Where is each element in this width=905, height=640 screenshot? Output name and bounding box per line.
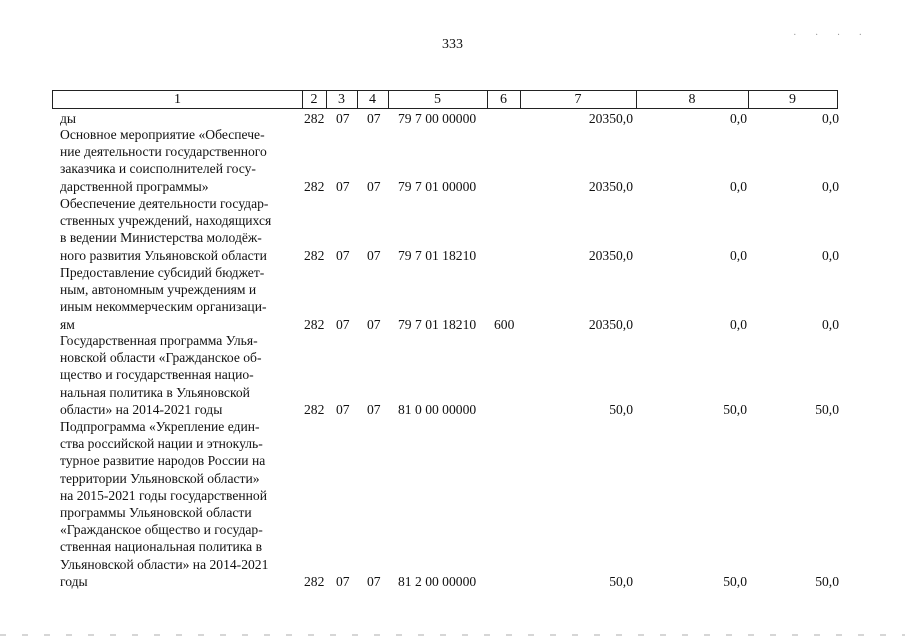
- cell-section: 07: [336, 574, 350, 589]
- header-col-1: 1: [53, 91, 303, 108]
- cell-subsection: 07: [367, 248, 381, 263]
- cell-section: 07: [336, 248, 350, 263]
- scan-artifact: · · · ·: [793, 30, 870, 41]
- row-description: ды: [60, 111, 77, 126]
- cell-target-article: 81 0 00 00000: [398, 402, 477, 417]
- cell-ministry: 282: [304, 111, 325, 126]
- cell-subsection: 07: [367, 317, 381, 332]
- cell-amount-3: 0,0: [822, 179, 839, 194]
- header-col-7: 7: [520, 91, 637, 108]
- cell-amount-2: 0,0: [730, 248, 747, 263]
- cell-amount-2: 50,0: [723, 402, 747, 417]
- cell-expense-type: 600: [494, 317, 515, 332]
- cell-target-article: 79 7 00 00000: [398, 111, 477, 126]
- header-col-8: 8: [636, 91, 749, 108]
- cell-section: 07: [336, 317, 350, 332]
- cell-ministry: 282: [304, 574, 325, 589]
- header-col-4: 4: [357, 91, 389, 108]
- cell-section: 07: [336, 111, 350, 126]
- row-description: Подпрограмма «Укрепление един- ства российской нации и этнокуль- турное развитие народов России на территории Ульяновской области» на 2015-2021 годы государственной программы Ульяновской области «Гражданское общество и государ- ственная национальная политика в Ульяновской области» на 2014-2021 годы: [60, 419, 269, 589]
- scan-artifact-line: [0, 634, 905, 636]
- header-col-6: 6: [487, 91, 521, 108]
- row-description: Обеспечение деятельности государ- ственных учреждений, находящихся в ведении Министерства молодёж- ного развития Ульяновской области: [60, 196, 272, 263]
- cell-amount-3: 0,0: [822, 111, 839, 126]
- cell-target-article: 81 2 00 00000: [398, 574, 477, 589]
- cell-amount-2: 0,0: [730, 179, 747, 194]
- row-description: Государственная программа Улья- новской области «Гражданское об- щество и государственная нацио- нальная политика в Ульяновской области» на 2014-2021 годы: [60, 333, 262, 417]
- cell-ministry: 282: [304, 402, 325, 417]
- cell-target-article: 79 7 01 18210: [398, 317, 477, 332]
- cell-amount-3: 50,0: [815, 402, 839, 417]
- header-col-5: 5: [388, 91, 488, 108]
- cell-subsection: 07: [367, 574, 381, 589]
- cell-amount-2: 0,0: [730, 111, 747, 126]
- cell-subsection: 07: [367, 402, 381, 417]
- row-description: Основное мероприятие «Обеспече- ние деятельности государственного заказчика и соисполнителей госу- дарственной программы»: [60, 127, 267, 194]
- cell-amount-2: 0,0: [730, 317, 747, 332]
- cell-amount-3: 0,0: [822, 317, 839, 332]
- cell-amount-1: 20350,0: [588, 179, 633, 194]
- cell-amount-2: 50,0: [723, 574, 747, 589]
- header-col-9: 9: [789, 92, 796, 107]
- cell-ministry: 282: [304, 317, 325, 332]
- cell-ministry: 282: [304, 179, 325, 194]
- cell-target-article: 79 7 01 00000: [398, 179, 477, 194]
- cell-amount-1: 20350,0: [588, 111, 633, 126]
- cell-target-article: 79 7 01 18210: [398, 248, 477, 263]
- cell-subsection: 07: [367, 179, 381, 194]
- cell-ministry: 282: [304, 248, 325, 263]
- row-description: Предоставление субсидий бюджет- ным, автономным учреждениям и иным некоммерческим организаци- ям: [60, 265, 267, 332]
- cell-amount-1: 20350,0: [588, 317, 633, 332]
- header-col-3: 3: [326, 91, 358, 108]
- cell-amount-1: 50,0: [609, 402, 633, 417]
- cell-amount-3: 50,0: [815, 574, 839, 589]
- cell-subsection: 07: [367, 111, 381, 126]
- cell-amount-3: 0,0: [822, 248, 839, 263]
- cell-amount-1: 20350,0: [588, 248, 633, 263]
- cell-amount-1: 50,0: [609, 574, 633, 589]
- page-number: 333: [442, 37, 463, 52]
- table-header: [52, 90, 838, 109]
- header-col-2: 2: [302, 91, 327, 108]
- cell-section: 07: [336, 402, 350, 417]
- cell-section: 07: [336, 179, 350, 194]
